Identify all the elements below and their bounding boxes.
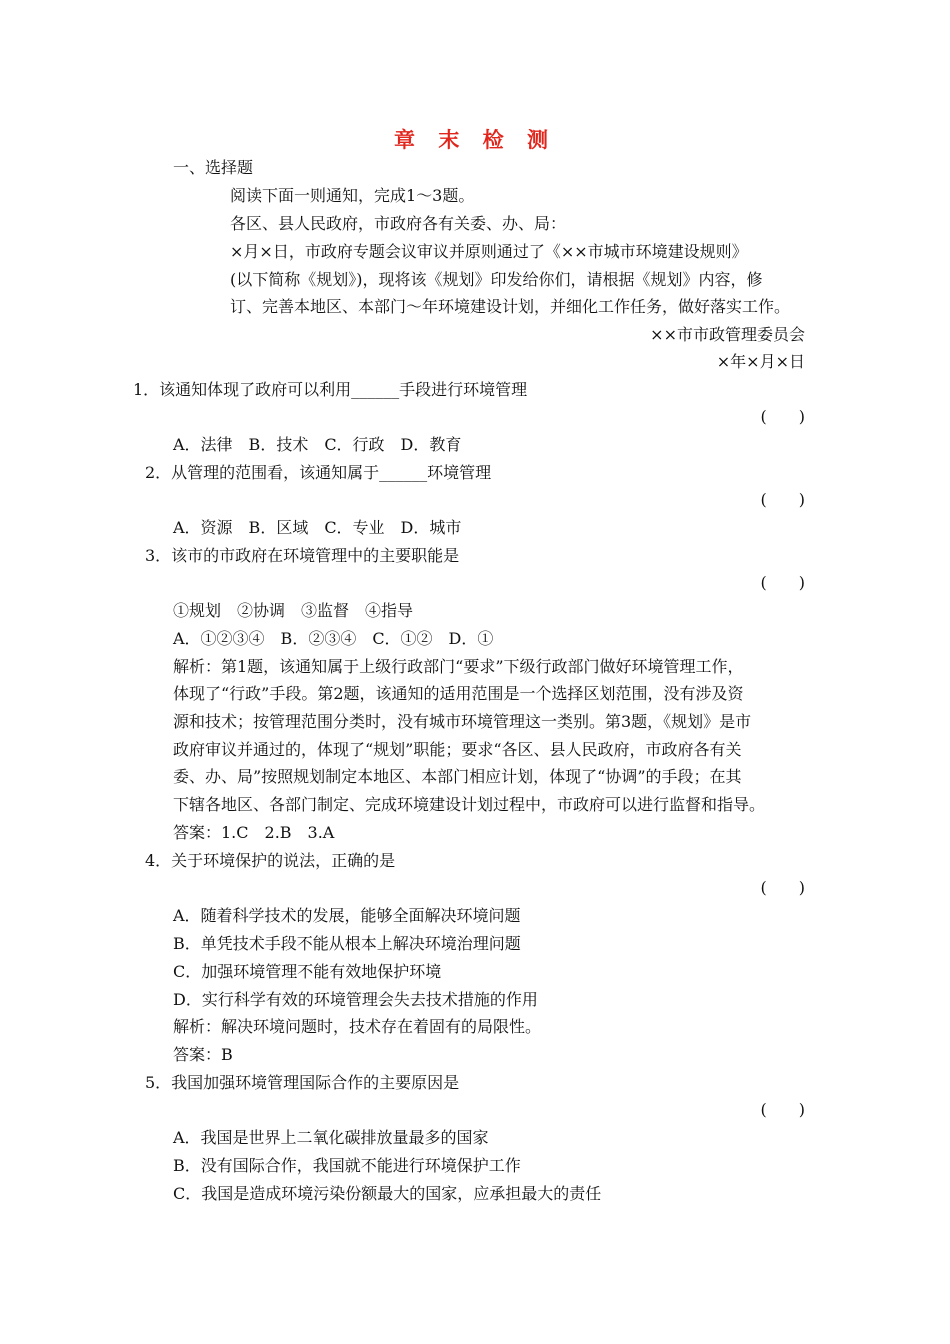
question-4-answer: 答案：B	[173, 1045, 233, 1064]
notice-body-line: ×月×日，市政府专题会议审议并原则通过了《××市城市环境建设规则》	[230, 242, 748, 261]
answer-line: 答案：1.C 2.B 3.A	[173, 823, 335, 842]
question-5-option: B．没有国际合作，我国就不能进行环境保护工作	[173, 1156, 521, 1175]
answer-bracket: ( )	[760, 878, 805, 897]
question-4-stem: 4．关于环境保护的说法，正确的是	[145, 851, 396, 870]
question-4-option: B．单凭技术手段不能从根本上解决环境治理问题	[173, 934, 521, 953]
question-3-stem: 3．该市的市政府在环境管理中的主要职能是	[145, 546, 460, 565]
question-5-stem: 5．我国加强环境管理国际合作的主要原因是	[145, 1073, 460, 1092]
page-title: 章 末 检 测	[394, 128, 556, 152]
notice-salutation: 各区、县人民政府，市政府各有关委、办、局：	[230, 214, 567, 233]
answer-bracket: ( )	[760, 490, 805, 509]
analysis-line: 源和技术；按管理范围分类时，没有城市环境管理这一类别。第3题，《规划》是市	[173, 712, 752, 731]
question-4-option: D．实行科学有效的环境管理会失去技术措施的作用	[173, 990, 538, 1009]
notice-body-line: (以下简称《规划》)，现将该《规划》印发给你们，请根据《规划》内容，修	[230, 270, 763, 289]
analysis-line: 解析：第1题，该通知属于上级行政部门“要求”下级行政部门做好环境管理工作，	[173, 657, 744, 676]
section-heading: 一、选择题	[173, 158, 254, 177]
analysis-line: 下辖各地区、各部门制定、完成环境建设计划过程中，市政府可以进行监督和指导。	[173, 795, 766, 814]
answer-bracket: ( )	[760, 1100, 805, 1119]
analysis-line: 政府审议并通过的，体现了“规划”职能；要求“各区、县人民政府，市政府各有关	[173, 740, 742, 759]
question-2-stem: 2．从管理的范围看，该通知属于______环境管理	[145, 463, 492, 482]
notice-intro: 阅读下面一则通知，完成1～3题。	[230, 186, 475, 205]
question-2-options: A．资源 B．区域 C．专业 D．城市	[173, 518, 462, 537]
notice-date: ×年×月×日	[716, 352, 805, 371]
answer-bracket: ( )	[760, 407, 805, 426]
question-3-options: A．①②③④ B．②③④ C．①② D．①	[173, 629, 494, 648]
question-4-analysis: 解析：解决环境问题时，技术存在着固有的局限性。	[173, 1017, 542, 1036]
answer-bracket: ( )	[760, 573, 805, 592]
question-1-stem: 1．该通知体现了政府可以利用______手段进行环境管理	[133, 380, 528, 399]
analysis-line: 委、办、局”按照规划制定本地区、本部门相应计划，体现了“协调”的手段；在其	[173, 767, 742, 786]
question-4-option: C．加强环境管理不能有效地保护环境	[173, 962, 442, 981]
notice-signer: ××市市政管理委员会	[650, 325, 805, 344]
question-3-items: ①规划 ②协调 ③监督 ④指导	[173, 601, 414, 620]
question-5-option: A．我国是世界上二氧化碳排放量最多的国家	[173, 1128, 489, 1147]
question-4-option: A．随着科学技术的发展，能够全面解决环境问题	[173, 906, 521, 925]
analysis-line: 体现了“行政”手段。第2题，该通知的适用范围是一个选择区划范围，没有涉及资	[173, 684, 744, 703]
notice-body-line: 订、完善本地区、本部门～年环境建设计划，并细化工作任务，做好落实工作。	[230, 297, 791, 316]
question-1-options: A．法律 B．技术 C．行政 D．教育	[173, 435, 462, 454]
question-5-option: C．我国是造成环境污染份额最大的国家，应承担最大的责任	[173, 1184, 602, 1203]
